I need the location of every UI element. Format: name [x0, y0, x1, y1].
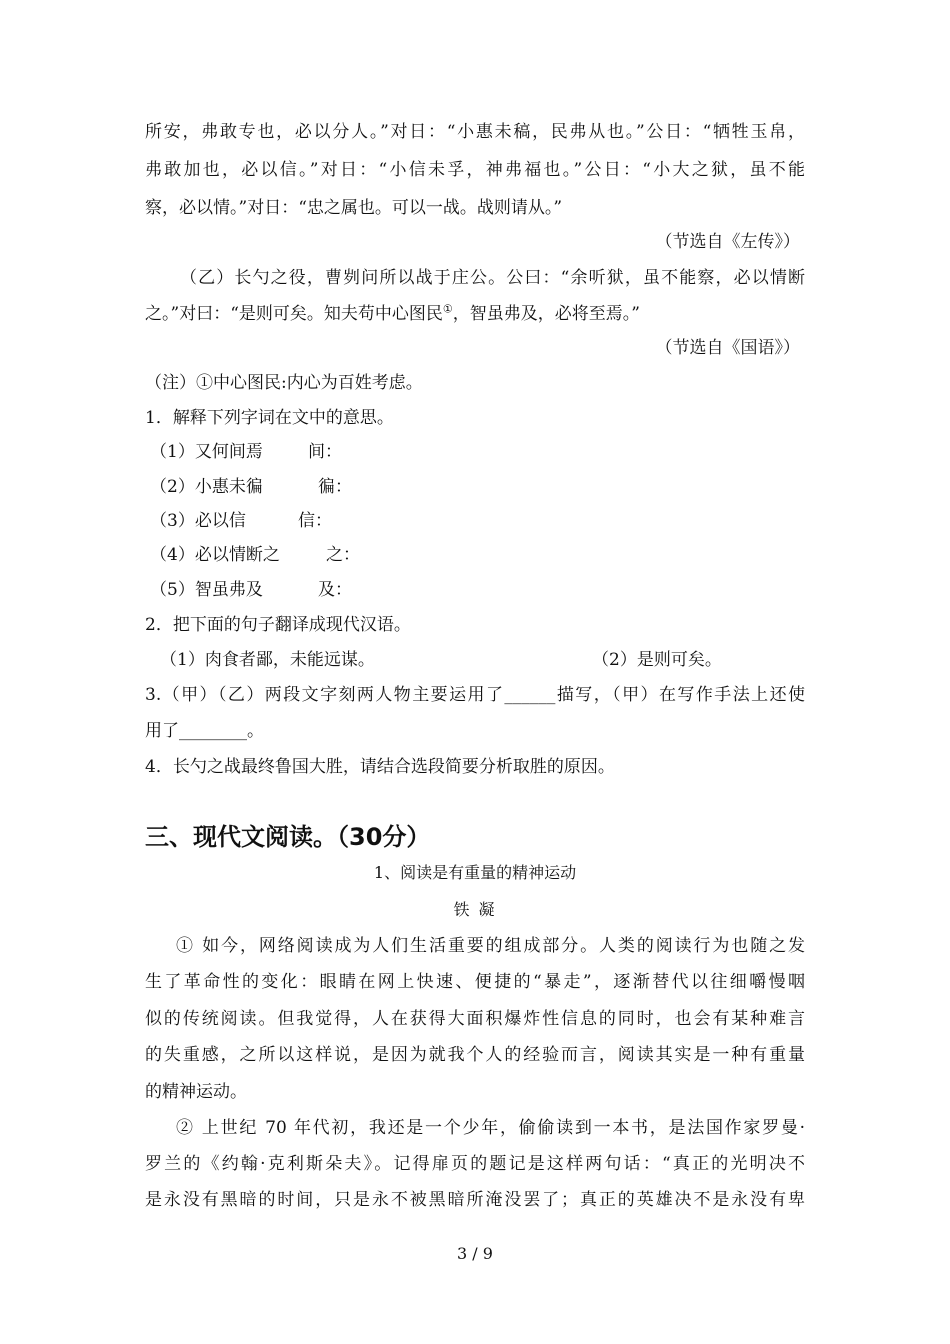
item-word: 及： — [318, 580, 352, 600]
passage-b-text: ，智虽弗及，必将至焉。” — [452, 304, 640, 324]
article-paragraph-line: 罗兰的《约翰·克利斯朵夫》。记得扉页的题记是这样两句话：“真正的光明决不 — [145, 1154, 805, 1174]
item-word: 信： — [298, 511, 332, 531]
passage-a-line: 弗敢加也，必以信。”对日：“小信未孚，神弗福也。”公日：“小大之狱，虽不能 — [145, 160, 805, 180]
item-phrase: （4）必以情断之 — [150, 545, 280, 565]
article-paragraph-line: 的失重感，之所以这样说，是因为就我个人的经验而言，阅读其实是一种有重量 — [145, 1045, 805, 1065]
question-1-item — [150, 544, 360, 566]
item-phrase: （1）又何间焉 — [150, 442, 263, 462]
question-3-line: 3.（甲）（乙）两段文字刻两人物主要运用了______描写，（甲）在写作手法上还使 — [145, 685, 805, 705]
article-title: 1、阅读是有重量的精神运动 — [373, 863, 577, 882]
footnote: （注）①中心图民:内心为百姓考虑。 — [145, 373, 423, 393]
article-paragraph-line: 的精神运动。 — [145, 1082, 247, 1102]
passage-a-line: 察，必以情。”对日：“忠之属也。可以一战。战则请从。” — [145, 198, 563, 218]
question-1-item — [150, 579, 352, 601]
passage-b-text: 之。”对曰：“是则可矣。知夫苟中心图民 — [145, 304, 443, 324]
passage-b-line — [145, 303, 640, 325]
item-word: 徧： — [318, 477, 352, 497]
item-phrase: （2）小惠未徧 — [150, 477, 263, 497]
article-paragraph-line: 生了革命性的变化：眼睛在网上快速、便捷的“暴走”，逐渐替代以往细嚼慢咽 — [145, 972, 805, 992]
item-word: 之： — [326, 545, 360, 565]
passage-b-line: （乙）长勺之役，曹刿问所以战于庄公。公曰：“余听狱，虽不能察，必以情断 — [180, 268, 805, 288]
footnote-marker: ① — [442, 302, 453, 316]
article-author: 铁 凝 — [453, 900, 497, 919]
section-heading: 三、现代文阅读。（30分） — [145, 823, 431, 851]
item-word: 间： — [308, 442, 342, 462]
question-1-item — [150, 476, 352, 498]
article-paragraph-line: 是永没有黑暗的时间，只是永不被黑暗所淹没罢了；真正的英雄决不是永没有卑 — [145, 1190, 805, 1210]
article-paragraph-line: ① 如今，网络阅读成为人们生活重要的组成部分。人类的阅读行为也随之发 — [176, 936, 805, 956]
item-phrase: （5）智虽弗及 — [150, 580, 263, 600]
question-2-item-2: （2）是则可矣。 — [592, 650, 722, 670]
question-1-item — [150, 510, 332, 532]
source-a: （节选自《左传》） — [655, 232, 800, 252]
article-paragraph-line: 似的传统阅读。但我觉得，人在获得大面积爆炸性信息的同时，也会有某种难言 — [145, 1009, 805, 1029]
question-1-item — [150, 441, 342, 463]
question-4: 4．长勺之战最终鲁国大胜，请结合选段简要分析取胜的原因。 — [145, 757, 615, 777]
question-3-line: 用了________。 — [145, 721, 264, 741]
item-phrase: （3）必以信 — [150, 511, 246, 531]
question-2-item-1: （1）肉食者鄙，未能远谋。 — [160, 650, 375, 670]
question-1-prompt: 1．解释下列字词在文中的意思。 — [145, 408, 394, 428]
question-2-prompt: 2．把下面的句子翻译成现代汉语。 — [145, 615, 411, 635]
article-paragraph-line: ② 上世纪 70 年代初，我还是一个少年，偷偷读到一本书，是法国作家罗曼· — [176, 1118, 805, 1138]
page-number: 3 / 9 — [457, 1244, 493, 1263]
passage-a-line: 所安，弗敢专也，必以分人。”对日：“小惠未稿，民弗从也。”公日：“牺牲玉帛， — [145, 122, 805, 142]
source-b: （节选自《国语》） — [655, 338, 800, 358]
